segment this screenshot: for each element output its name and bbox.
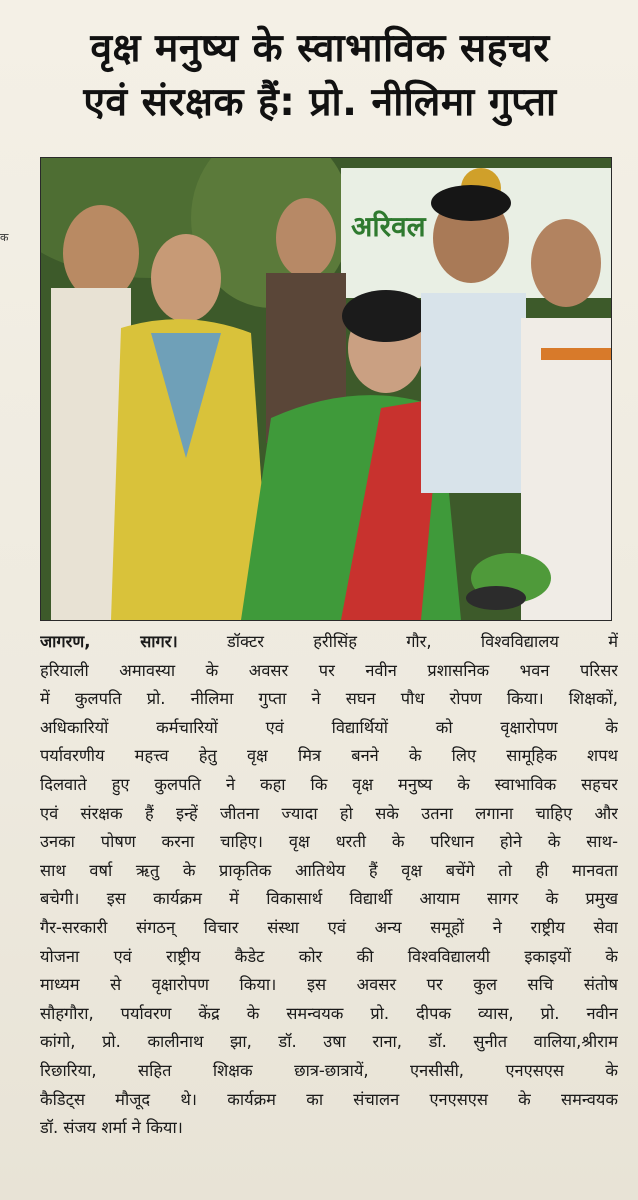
article-line: पर्यावरणीय महत्त्व हेतु वृक्ष मित्र बनने के लिए सामूहिक शपथ	[40, 746, 618, 766]
person-left-face	[63, 205, 139, 301]
article-line-1-text: डॉक्टर हरीसिंह गौर, विश्वविद्यालय में	[227, 632, 618, 651]
photo-illustration	[41, 158, 611, 620]
shirt-stripe	[541, 348, 611, 360]
headline-line-1: वृक्ष मनुष्य के स्वाभाविक सहचर	[90, 26, 550, 71]
headline-line-2: एवं संरक्षक हैं: प्रो. नीलिमा गुप्ता	[83, 80, 557, 125]
woman-yellow-face	[151, 234, 221, 322]
news-photo	[40, 157, 612, 621]
article-line-last: डॉ. संजय शर्मा ने किया।	[40, 1118, 183, 1138]
article-line: एवं संरक्षक हैं इन्हें जीतना ज्यादा हो सके उतना लगाना चाहिए और	[40, 803, 618, 823]
article-line: योजना एवं राष्ट्रीय कैडेट कोर की विश्वविद्यालयी इकाइयों के	[40, 946, 618, 966]
article-line: माध्यम से वृक्षारोपण किया। इस अवसर पर कुल सचि संतोष	[40, 975, 618, 995]
article-line: कैडिट्स मौजूद थे। कार्यक्रम का संचालन एनएसएस के समन्वयक	[40, 1089, 618, 1109]
banner-text: अरिवल	[351, 210, 426, 243]
article-line: गैर-सरकारी संगठन् विचार संस्था एवं अन्य समूहों ने राष्ट्रीय सेवा	[40, 917, 618, 937]
man-back-face	[276, 198, 336, 278]
article-line: सौहगौरा, पर्यावरण केंद्र के समन्वयक प्रो. दीपक व्यास, प्रो. नवीन	[40, 1003, 618, 1023]
young-man-hair	[431, 185, 511, 221]
article-line: रिछारिया, सहित शिक्षक छात्र-छात्रायें, एनसीसी, एनएसएस के	[40, 1060, 618, 1080]
article-body	[40, 628, 618, 1143]
far-right-face	[531, 219, 601, 307]
article-line: में कुलपति प्रो. नीलिमा गुप्ता ने सघन पौध रोपण किया। शिक्षकों,	[40, 689, 618, 709]
article-line: कांगो, प्रो. कालीनाथ झा, डॉ. उषा राना, डॉ. सुनीत वालिया,श्रीराम	[40, 1032, 618, 1052]
central-woman-hair	[342, 290, 430, 342]
soil	[466, 586, 526, 610]
article-line: बचेगी। इस कार्यक्रम में विकासार्थ विद्यार्थी आयाम सागर के प्रमुख	[40, 889, 618, 909]
headline	[20, 22, 620, 130]
article-line: दिलवाते हुए कुलपति ने कहा कि वृक्ष मनुष्य के स्वाभाविक सहचर	[40, 774, 618, 794]
adjacent-column-fragment: क	[0, 231, 9, 244]
article-line: साथ वर्षा ऋतु के प्राकृतिक आतिथेय हैं वृक्ष बचेंगे तो ही मानवता	[40, 860, 618, 880]
dateline: जागरण, सागर।	[40, 632, 178, 651]
article-line-1	[40, 628, 618, 657]
article-line: अधिकारियों कर्मचारियों एवं विद्यार्थियों को वृक्षारोपण के	[40, 717, 618, 737]
article-line: हरियाली अमावस्या के अवसर पर नवीन प्रशासनिक भवन परिसर	[40, 660, 618, 680]
young-man-shirt	[421, 293, 526, 493]
article-line: उनका पोषण करना चाहिए। वृक्ष धरती के परिधान होने के साथ-	[40, 832, 618, 852]
